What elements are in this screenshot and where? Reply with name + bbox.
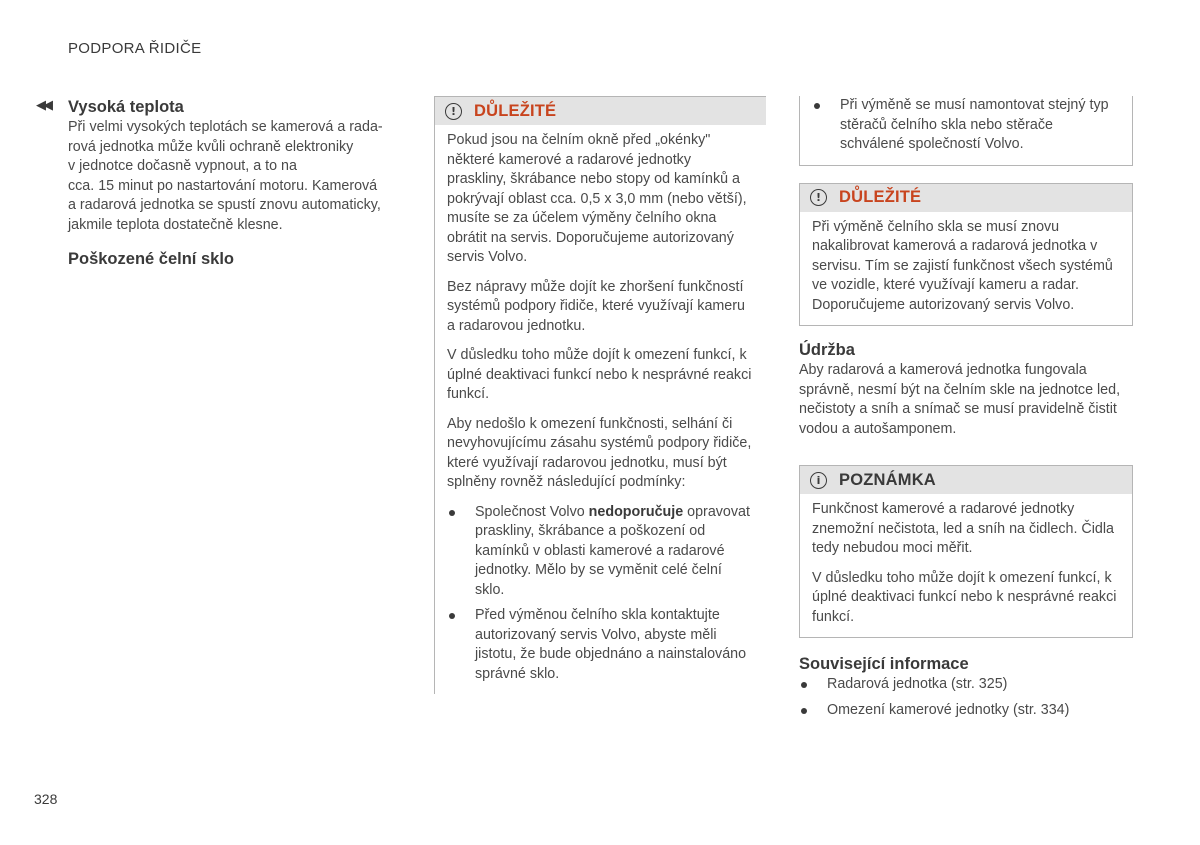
important-box-windshield (434, 96, 766, 694)
heading-high-temperature: Vysoká teplota (68, 98, 184, 116)
note-box (799, 465, 1133, 638)
note-box-header (800, 465, 1132, 494)
exclamation-icon: ! (810, 189, 827, 206)
emphasis-text: nedoporučuje (588, 503, 684, 520)
list-item-text: Společnost Volvo (475, 503, 589, 520)
text-line: rová jednotka může kvůli ochraně elektroniky (68, 138, 354, 155)
column-middle (434, 96, 766, 694)
column-left (36, 96, 398, 270)
important-paragraph: Pokud jsou na čelním okně před „okénky" některé kamerové a radarové jednotky praskliny, škrábance nebo stopy od kamínků a pokrývají oblast cca. 0,5 x 3,0 mm (nebo větší), musíte se za účelem výměny čelního okna obrátit na servis. Doporučujeme autorizovaný servis Volvo. (447, 132, 747, 265)
maintenance-text: Aby radarová a kamerová jednotka fungovala správně, nesmí být na čelním skle na jednotce led, nečistoty a sníh a snímač se musí pravidelně čistit vodou a autošamponem. (799, 362, 1121, 437)
important-box-header (800, 183, 1132, 212)
high-temperature-text (68, 118, 398, 235)
list-item: Před výměnou čelního skla kontaktujte autorizovaný servis Volvo, abyste měli jistotu, že bude objednáno a nainstalováno správné sklo. (447, 606, 754, 684)
note-paragraph: V důsledku toho může dojít k omezení funkcí, k úplné deaktivaci funkcí nebo k nesprávné reakci funkcí. (812, 569, 1117, 625)
exclamation-icon: ! (445, 103, 462, 120)
text-line: jakmile teplota dostatečně klesne. (68, 216, 283, 233)
double-left-arrow-icon[interactable]: ◀◀ (36, 97, 50, 112)
text-line: Při velmi vysokých teplotách se kamerová a rada- (68, 119, 383, 135)
maintenance-section (799, 339, 1133, 439)
important-box-continued (799, 96, 1133, 166)
list-item-text: opravovat praskliny, škrábance a poškození od kamínků v oblasti kamerové a radarové jednotky. Mělo by se vyměnit celé čelní sklo. (475, 503, 750, 598)
text-line: a radarová jednotka se spustí znovu automaticky, (68, 197, 381, 213)
note-box-body (800, 494, 1132, 637)
heading-related-info: Související informace (799, 655, 969, 673)
conditions-list (447, 503, 754, 685)
text-line: v jednotce dočasně vypnout, a to na (68, 158, 297, 174)
important-box-calibration (799, 183, 1133, 327)
related-link-radar-unit[interactable]: Radarová jednotka (str. 325) (799, 675, 1133, 695)
important-paragraph: V důsledku toho může dojít k omezení funkcí, k úplné deaktivaci funkcí nebo k nesprávné reakci funkcí. (447, 347, 752, 402)
list-item: Při výměně se musí namontovat stejný typ stěračů čelního skla nebo stěrače schválené společností Volvo. (812, 96, 1120, 155)
important-box-body (800, 212, 1132, 326)
text-line: cca. 15 minut po nastartování motoru. Kamerová (68, 177, 378, 194)
column-right (799, 96, 1133, 720)
heading-damaged-windshield: Poškozené čelní sklo (68, 250, 234, 268)
important-title: DŮLEŽITÉ (474, 101, 557, 120)
important-box-body (435, 125, 766, 694)
important-paragraph: Při výměně čelního skla se musí znovu nakalibrovat kamerová a radarová jednotka v servisu. Tím se zajistí funkčnost všech systémů ve vozidle, které využívají kameru a radar. Doporučujeme autorizovaný servis Volvo. (812, 218, 1113, 313)
important-box-header (435, 96, 766, 125)
related-info-section (799, 653, 1133, 720)
continued-list (812, 96, 1120, 155)
page-number: 328 (34, 791, 58, 807)
related-links (799, 675, 1133, 720)
note-title: POZNÁMKA (839, 470, 936, 489)
important-paragraph: Bez nápravy může dojít ke zhoršení funkčností systémů podpory řidiče, které využívají kameru a radarovou jednotku. (447, 278, 745, 334)
list-item (447, 503, 754, 601)
important-title: DŮLEŽITÉ (839, 188, 922, 206)
page-header: PODPORA ŘIDIČE (68, 40, 202, 57)
important-paragraph: Aby nedošlo k omezení funkčnosti, selhání či nevyhovujícímu zásahu systémů podpory řidiče, které využívají radarovou jednotku, musí být splněny rovněž následující podmínky: (447, 415, 752, 490)
heading-maintenance: Údržba (799, 341, 855, 359)
related-link-camera-limits[interactable]: Omezení kamerové jednotky (str. 334) (799, 701, 1133, 721)
note-paragraph: Funkčnost kamerové a radarové jednotky znemožní nečistota, led a sníh na čidlech. Čidla tedy nebudou moci měřit. (812, 501, 1114, 556)
info-icon: i (810, 472, 827, 489)
